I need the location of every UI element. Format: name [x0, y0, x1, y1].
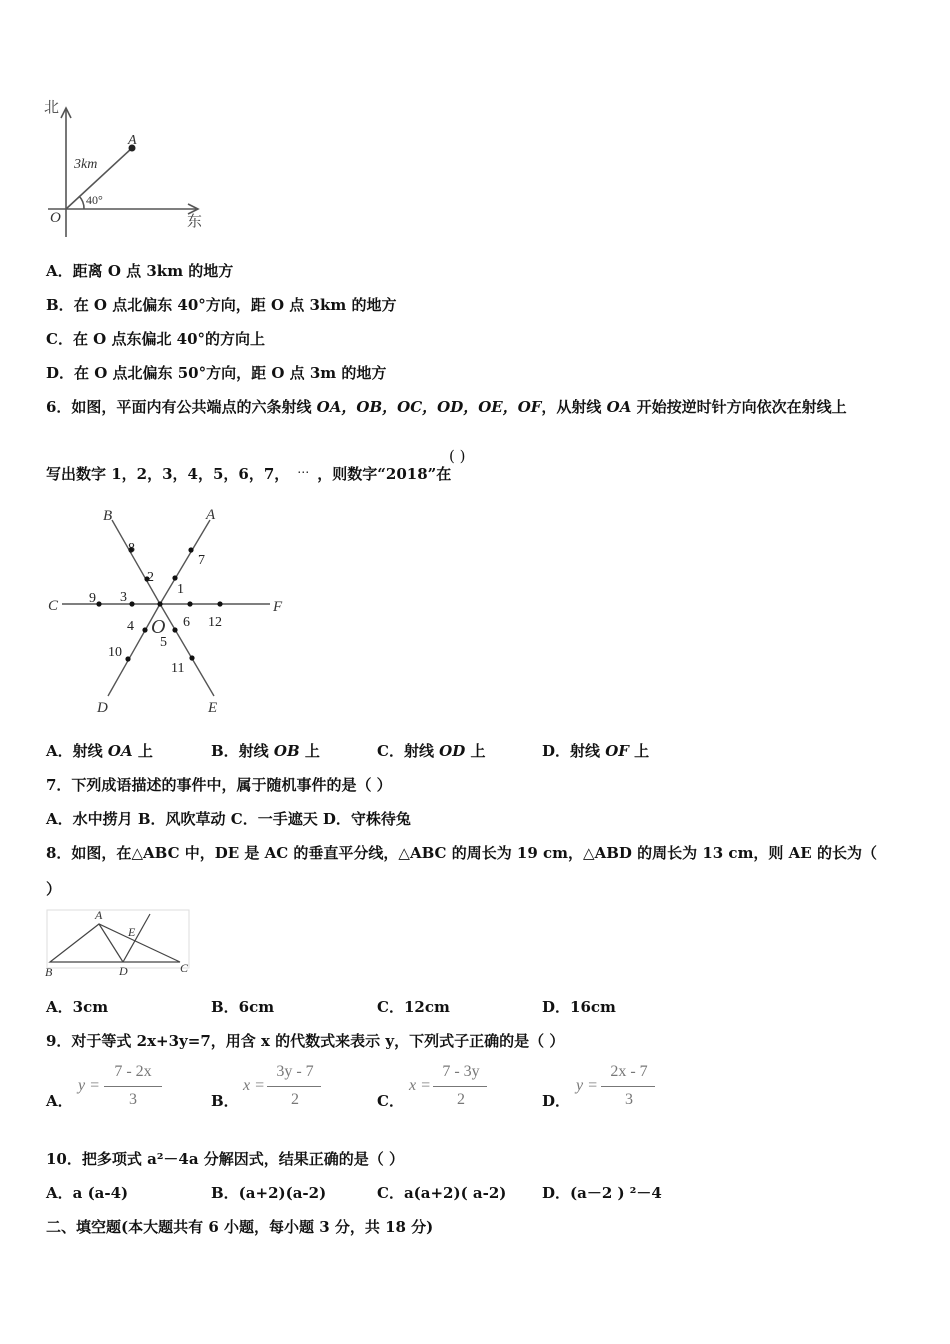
- q10-option-c: C．a(a+2)( a-2): [377, 1184, 507, 1202]
- q6-option-c: C．射线 OD 上: [377, 742, 486, 760]
- ray-number: 6: [183, 615, 190, 630]
- ray-number: 9: [89, 591, 96, 606]
- q8-option-d: D．16cm: [542, 998, 616, 1016]
- section-heading: 二、填空题(本大题共有 6 小题，每小题 3 分，共 18 分): [46, 1218, 434, 1236]
- q8-option-c: C．12cm: [377, 998, 450, 1016]
- rays-figure: [40, 500, 300, 725]
- angle-label: 40°: [86, 193, 103, 207]
- q10-option-a: A．a (a-4): [46, 1184, 129, 1202]
- q9-option-d-formula: y = 2x - 7 3: [574, 1062, 664, 1114]
- vertex-e-label: E: [128, 925, 136, 939]
- q6-stem-line1: 6．如图，平面内有公共端点的六条射线 OA，OB，OC，OD，OE，OF，从射线 OA 开始按逆时针方向依次在射线上: [46, 398, 847, 416]
- east-label: 东: [187, 214, 203, 230]
- vertex-b-label: B: [45, 965, 53, 979]
- q6-option-a: A．射线 OA 上: [46, 742, 153, 760]
- ray-number: 3: [120, 590, 127, 605]
- ray-number: 4: [127, 619, 134, 634]
- q9-option-c-label: C．: [377, 1092, 404, 1110]
- q5-option-c: C．在 O 点东偏北 40°的方向上: [46, 330, 266, 348]
- q9-option-a-formula: y = 7 - 2x 3: [76, 1062, 166, 1114]
- q9-option-d-label: D．: [542, 1092, 571, 1110]
- ray-number: 8: [128, 541, 135, 556]
- vertex-a-label: A: [95, 908, 103, 922]
- ray-number: 12: [208, 615, 222, 630]
- ray-label-d: D: [97, 700, 108, 716]
- ray-label-a: A: [206, 507, 216, 523]
- ray-label-o: O: [151, 616, 166, 638]
- q5-option-d: D．在 O 点北偏东 50°方向，距 O 点 3m 的地方: [46, 364, 387, 382]
- q8-option-a: A．3cm: [46, 998, 109, 1016]
- q10-stem: 10．把多项式 a²－4a 分解因式，结果正确的是（ ）: [46, 1150, 404, 1168]
- q8-option-b: B．6cm: [211, 998, 275, 1016]
- triangle-figure: [40, 904, 196, 980]
- ray-label-b: B: [103, 508, 113, 524]
- q9-option-b-formula: x = 3y - 7 2: [241, 1062, 331, 1114]
- q6-answer-paren: ( ): [449, 447, 466, 465]
- q9-stem: 9．对于等式 2x+3y=7，用含 x 的代数式来表示 y，下列式子正确的是（ ）: [46, 1032, 565, 1050]
- ray-number: 11: [171, 661, 185, 676]
- q10-option-d: D．(a－2 ) ²－4: [542, 1184, 662, 1202]
- ray-label-f: F: [273, 599, 283, 615]
- ray-number: 7: [198, 553, 205, 568]
- q9-option-a-label: A．: [46, 1092, 73, 1110]
- ray-label-e: E: [208, 700, 218, 716]
- q5-option-b: B．在 O 点北偏东 40°方向，距 O 点 3km 的地方: [46, 296, 397, 314]
- q8-stem-line1: 8．如图，在△ABC 中，DE 是 AC 的垂直平分线，△ABC 的周长为 19 cm，△ABD 的周长为 13 cm，则 AE 的长为（: [46, 844, 877, 862]
- ray-label-c: C: [48, 598, 59, 614]
- q7-options: A．水中捞月 B．风吹草动 C．一手遮天 D．守株待兔: [46, 810, 411, 828]
- vertex-d-label: D: [119, 964, 128, 978]
- q5-option-a: A．距离 O 点 3km 的地方: [46, 262, 234, 280]
- q10-option-b: B．(a+2)(a-2): [211, 1184, 327, 1202]
- ray-number: 5: [160, 635, 167, 650]
- compass-figure: [40, 92, 220, 242]
- origin-label: O: [50, 210, 61, 226]
- ray-number: 2: [147, 570, 154, 585]
- distance-label: 3km: [74, 157, 98, 172]
- q6-option-d: D．射线 OF 上: [542, 742, 650, 760]
- q8-stem-line2: ）: [46, 880, 62, 898]
- north-label: 北: [44, 100, 60, 116]
- ray-number: 10: [108, 645, 122, 660]
- point-a-label: A: [128, 133, 137, 148]
- ray-number: 1: [177, 582, 184, 597]
- q6-option-b: B．射线 OB 上: [211, 742, 320, 760]
- q7-stem: 7．下列成语描述的事件中，属于随机事件的是（ ）: [46, 776, 392, 794]
- q9-option-b-label: B．: [211, 1092, 239, 1110]
- q9-option-c-formula: x = 7 - 3y 2: [407, 1062, 497, 1114]
- q6-stem-line2: 写出数字 1，2，3，4，5，6，7， … ，则数字“2018”在: [46, 462, 452, 483]
- vertex-c-label: C: [180, 961, 189, 975]
